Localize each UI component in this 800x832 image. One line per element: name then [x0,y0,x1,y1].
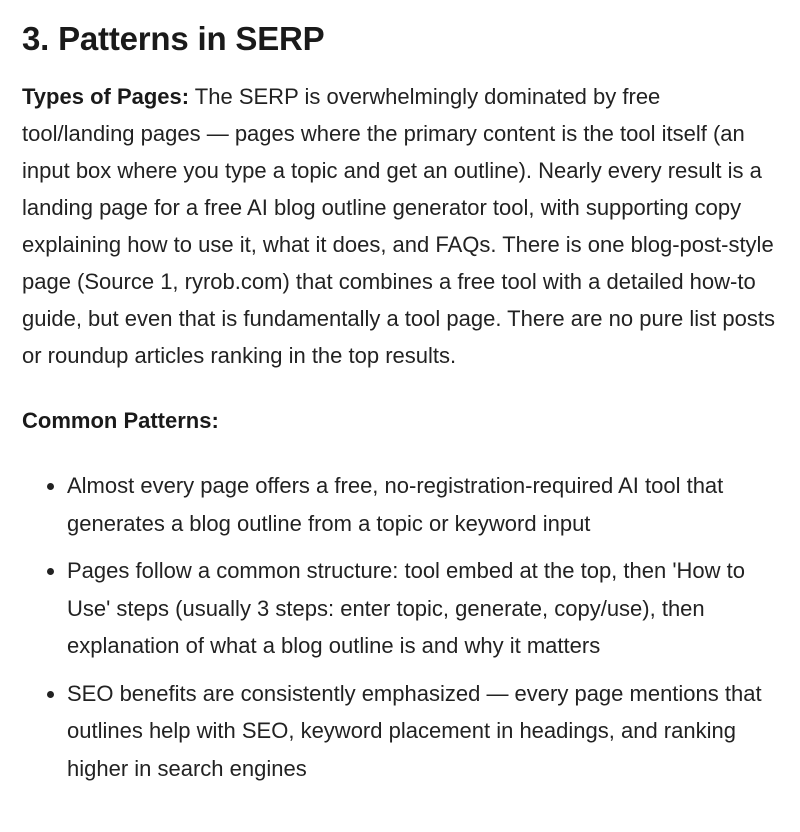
types-of-pages-paragraph [22,78,778,374]
types-of-pages-text: The SERP is overwhelmingly dominated by free tool/landing pages — pages where the primary content is the tool itself (an input box where you type a topic and get an outline). Nearly every result is a landing page for a free AI blog outline generator tool, with supporting copy explaining how to use it, what it does, and FAQs. There is one blog-post-style page (Source 1, ryrob.com) that combines a free tool with a detailed how-to guide, but even that is fundamentally a tool page. There are no pure list posts or roundup articles ranking in the top results. [22,84,775,368]
list-item: Almost every page offers a free, no-registration-required AI tool that generates a blog outline from a topic or keyword input [67,467,778,542]
list-item: SEO benefits are consistently emphasized — every page mentions that outlines help with SEO, keyword placement in headings, and ranking higher in search engines [67,675,778,788]
list-item: Pages follow a common structure: tool embed at the top, then 'How to Use' steps (usually 3 steps: enter topic, generate, copy/use), then explanation of what a blog outline is and why it matters [67,552,778,665]
types-of-pages-label: Types of Pages: [22,84,190,109]
common-patterns-paragraph [22,402,778,439]
patterns-list [22,467,778,787]
common-patterns-label: Common Patterns: [22,408,219,433]
section-heading: 3. Patterns in SERP [22,20,325,57]
